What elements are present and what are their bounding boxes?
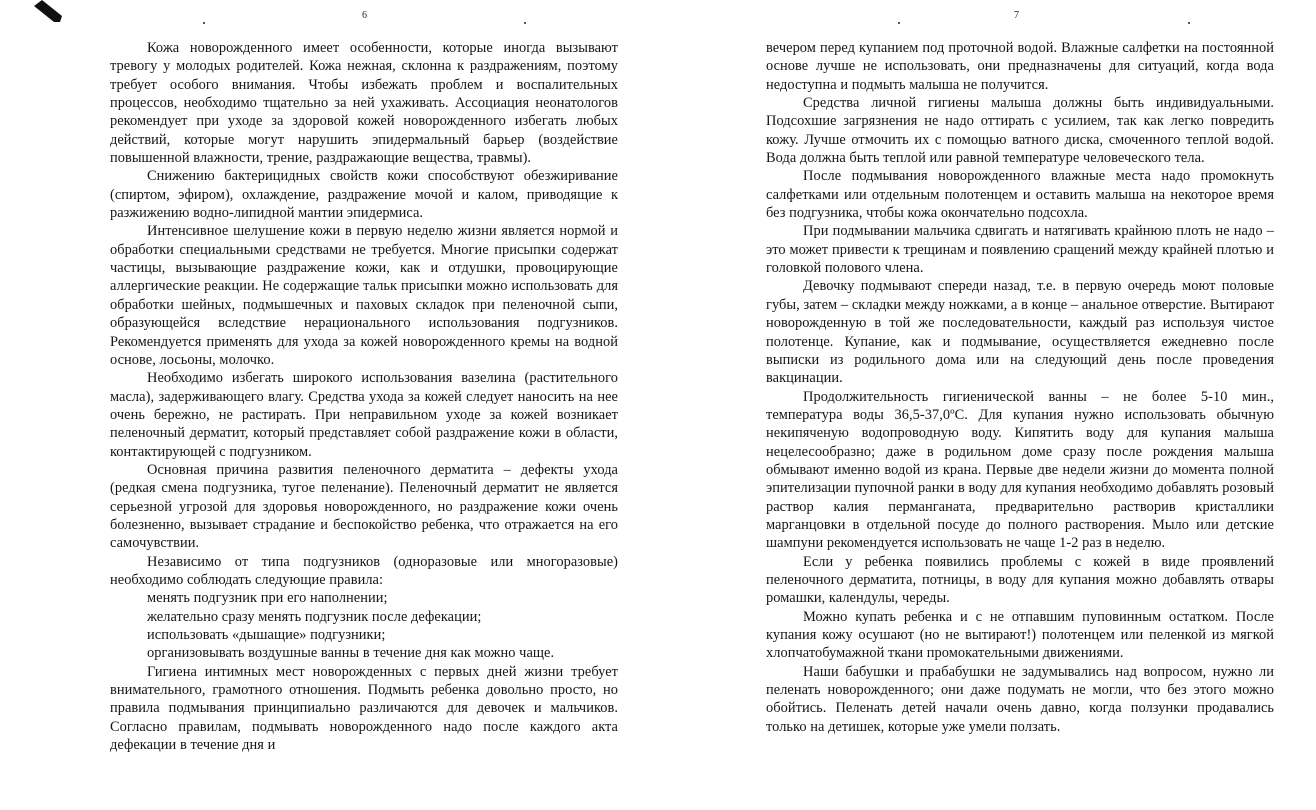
list-item: использовать «дышащие» подгузники;	[147, 627, 386, 643]
paragraph: Необходимо избегать широкого использования вазелина (растительного масла), задерживающего влагу. Средства ухода за кожей следует наносить на нее очень бережно, не растирать. При неправильном уходе за кожей возникает пеленочный дерматит, который представляет собой раздражение кожи в области, контактирующей с подгузником.	[110, 370, 618, 460]
paragraph: Гигиена интимных мест новорожденных с первых дней жизни требует внимательного, грамотного отношения. Подмыть ребенка довольно просто, но правила подмывания принципиально различаются для девочек и мальчиков. Согласно правилам, подмывать новорожденного надо после каждого акта дефекации в течение дня и	[110, 663, 618, 754]
paragraph: Средства личной гигиены малыша должны быть индивидуальными. Подсохшие загрязнения не надо оттирать с усилием, так как легко повредить кожу. Лучше отмочить их с помощью ватного диска, смоченного теплой водой. Вода должна быть теплой или равной температуре человеческого тела.	[766, 95, 1274, 167]
paragraph: Основная причина развития пеленочного дерматита – дефекты ухода (редкая смена подгузника, тугое пеленание). Пеленочный дерматит не является серьезной угрозой для здоровья новорожденного, но раздражение кожи очень болезненно, вызывает страдание и беспокойство ребенка, что отражается на его самочувствии.	[110, 461, 618, 552]
list-item: желательно сразу менять подгузник после дефекации;	[147, 608, 482, 625]
paragraph: Независимо от типа подгузников (одноразовые или многоразовые) необходимо соблюдать следующие правила:	[110, 553, 618, 588]
paragraph: Продолжительность гигиенической ванны – не более 5-10 мин., температура воды 36,5-37,0ºС. Для купания нужно использовать обычную некипяченую водопроводную воду. Кипятить воду для купания малыша нецелесообразно; даже в родильном доме сразу после рождения малыша обмывают именно водой из крана. Первые две недели жизни до момента полной эпителизации пупочной ранки в воду для купания необходимо добавлять розовый раствор калия перманганата, предварительно растворив кристаллики марганцовки в отдельной посуде до полного растворения. Мыло или детские шампуни рекомендуется использовать не чаще 1-2 раз в неделю.	[766, 388, 1274, 552]
scan-speck	[524, 22, 526, 24]
scan-speck	[1188, 22, 1190, 24]
scan-speck	[898, 22, 900, 24]
page-number: 6	[362, 10, 367, 21]
list-item: менять подгузник при его наполнении;	[147, 590, 388, 607]
paragraph: Наши бабушки и прабабушки не задумывались над вопросом, нужно ли пеленать новорожденного; они даже подумать не могли, что без этого можно обойтись. Пеленать детей начали очень давно, когда ползунки продавались только на детишек, которые уже умели ползать.	[766, 663, 1274, 735]
right-page	[658, 0, 1316, 810]
paragraph: Девочку подмывают спереди назад, т.е. в первую очередь моют половые губы, затем – складки между ножками, а в конце – анальное отверстие. Вытирают новорожденную в той же последовательности, каждый раз используя чистое полотенце. Купание, как и подмывание, осуществляется ежедневно после выписки из родильного дома или на следующий день после проведения вакцинации.	[766, 278, 1274, 387]
right-page-text	[766, 39, 1274, 736]
paragraph: При подмывании мальчика сдвигать и натягивать крайнюю плоть не надо – это может привести к трещинам и появлению сращений между крайней плотью и головкой полового члена.	[766, 223, 1274, 277]
paragraph: Можно купать ребенка и с не отпавшим пуповинным остатком. После купания кожу осушают (но не вытирают!) полотенцем или пеленкой из мягкой хлопчатобумажной ткани промокательными движениями.	[766, 608, 1274, 662]
paragraph: Снижению бактерицидных свойств кожи способствуют обезжиривание (спиртом, эфиром), охлаждение, раздражение мочой и калом, приводящие к разжижению водно-липидной мантии эпидермиса.	[110, 168, 618, 222]
scan-speck	[203, 22, 205, 24]
paragraph: вечером перед купанием под проточной водой. Влажные салфетки на постоянной основе лучше не использовать, они предназначены для ситуаций, когда вода недоступна и подмыть малыша не получится.	[766, 40, 1274, 93]
page-number: 7	[1014, 10, 1019, 21]
list-item: организовывать воздушные ванны в течение дня как можно чаще.	[147, 645, 555, 662]
paragraph: Если у ребенка появились проблемы с кожей в виде проявлений пеленочного дерматита, потницы, в воду для купания можно добавлять отвары ромашки, календулы, череды.	[766, 553, 1274, 607]
paragraph: Кожа новорожденного имеет особенности, которые иногда вызывают тревогу у молодых родителей. Кожа нежная, склонна к раздражениям, поэтому требует особого внимания. Чтобы избежать проблем и воспалительных процессов, необходимо тщательно за ней ухаживать. Ассоциация неонатологов рекомендует при уходе за здоровой кожей новорожденного избегать любых действий, которые могут нарушить эпидермальный барьер (воздействие повышенной влажности, трение, раздражающие вещества, травмы).	[110, 40, 618, 167]
left-page-text	[110, 39, 618, 754]
paragraph: После подмывания новорожденного влажные места надо промокнуть салфетками или отдельным полотенцем и оставить малыша на некоторое время без подгузника, чтобы кожа окончательно подсохла.	[766, 168, 1274, 222]
scan-corner-mark	[32, 0, 66, 24]
paragraph: Интенсивное шелушение кожи в первую неделю жизни является нормой и обработки специальными средствами не требуется. Многие присыпки содержат частицы, вызывающие раздражение кожи, как и отдушки, провоцирующие аллергические реакции. Не содержащие тальк присыпки можно использовать для обработки шейных, подмышечных и паховых складок при пеленочной сыпи, образующейся вследствие нерационального использования подгузников. Рекомендуется применять для ухода за кожей новорожденного кремы на водной основе, лосьоны, молочко.	[110, 223, 618, 368]
